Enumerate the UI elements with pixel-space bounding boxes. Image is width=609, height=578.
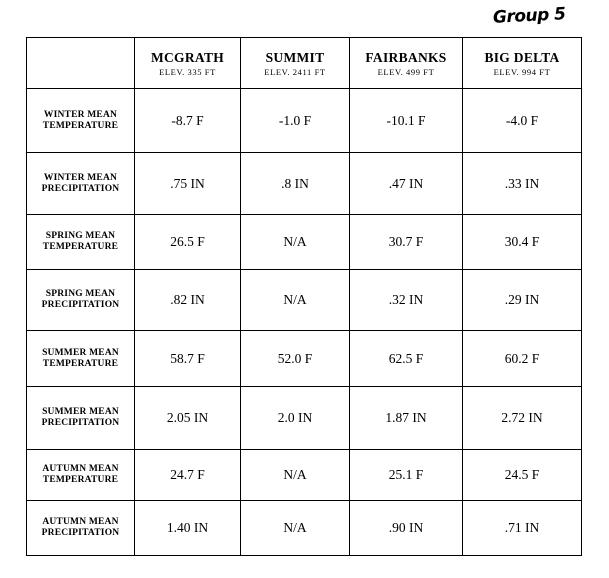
table-cell: -1.0 F: [241, 89, 350, 153]
table-cell: .29 IN: [463, 270, 582, 331]
station-name: SUMMIT: [265, 49, 325, 65]
row-label-line: PRECIPITATION: [41, 528, 120, 538]
row-label-line: SPRING MEAN: [45, 289, 116, 299]
table-cell: 25.1 F: [350, 450, 463, 501]
table-cell: .90 IN: [350, 501, 463, 556]
table-row: [27, 450, 582, 501]
table-row: [27, 270, 582, 331]
row-label-line: TEMPERATURE: [42, 120, 119, 131]
station-elevation: ELEV. 335 FT: [159, 66, 216, 77]
table-cell: 24.5 F: [463, 450, 582, 501]
row-label-line: AUTUMN MEAN: [42, 517, 119, 527]
row-label: [27, 450, 135, 501]
row-label-line: WINTER MEAN: [43, 109, 118, 120]
station-name: MCGRATH: [150, 49, 225, 65]
row-label-line: AUTUMN MEAN: [42, 464, 119, 474]
table-cell: 2.72 IN: [463, 387, 582, 450]
table-cell: -8.7 F: [135, 89, 241, 153]
row-label-line: TEMPERATURE: [42, 242, 119, 252]
station-header-fairbanks: [350, 38, 463, 89]
table-cell: N/A: [241, 501, 350, 556]
table-row: [27, 501, 582, 556]
table-cell: .47 IN: [350, 153, 463, 215]
table-cell: .82 IN: [135, 270, 241, 331]
table-row: [27, 215, 582, 270]
table-cell: 26.5 F: [135, 215, 241, 270]
table-cell: .75 IN: [135, 153, 241, 215]
table-cell: 60.2 F: [463, 331, 582, 387]
table-cell: N/A: [241, 270, 350, 331]
table-cell: 1.87 IN: [350, 387, 463, 450]
row-label-line: PRECIPITATION: [41, 418, 120, 428]
row-label-line: PRECIPITATION: [41, 300, 120, 310]
table-cell: 30.4 F: [463, 215, 582, 270]
table-cell: 2.05 IN: [135, 387, 241, 450]
table-cell: 1.40 IN: [135, 501, 241, 556]
group-label: Group 5: [492, 4, 567, 28]
station-header-summit: [241, 38, 350, 89]
corner-cell: [27, 38, 135, 89]
row-label-line: PRECIPITATION: [41, 183, 120, 194]
header-row: [27, 38, 582, 89]
table-cell: .33 IN: [463, 153, 582, 215]
station-name: BIG DELTA: [484, 49, 560, 65]
row-label-line: TEMPERATURE: [42, 358, 119, 369]
table-row: [27, 89, 582, 153]
row-label-line: SUMMER MEAN: [42, 407, 119, 417]
table-row: [27, 387, 582, 450]
row-label: [27, 270, 135, 331]
table-row: [27, 153, 582, 215]
station-header-mcgrath: [135, 38, 241, 89]
table-cell: 30.7 F: [350, 215, 463, 270]
row-label: [27, 89, 135, 153]
station-elevation: ELEV. 499 FT: [377, 66, 435, 77]
table-cell: .71 IN: [463, 501, 582, 556]
table-cell: 58.7 F: [135, 331, 241, 387]
table-cell: -10.1 F: [350, 89, 463, 153]
table-cell: 52.0 F: [241, 331, 350, 387]
row-label-line: TEMPERATURE: [42, 475, 119, 485]
row-label: [27, 331, 135, 387]
table-cell: N/A: [241, 450, 350, 501]
station-elevation: ELEV. 994 FT: [493, 66, 551, 77]
row-label-line: WINTER MEAN: [43, 172, 118, 183]
table-cell: 24.7 F: [135, 450, 241, 501]
table-cell: N/A: [241, 215, 350, 270]
station-header-big-delta: [463, 38, 582, 89]
table-cell: .8 IN: [241, 153, 350, 215]
table-cell: .32 IN: [350, 270, 463, 331]
climate-table: [26, 37, 582, 556]
table-cell: -4.0 F: [463, 89, 582, 153]
table-cell: 62.5 F: [350, 331, 463, 387]
station-name: FAIRBANKS: [365, 49, 447, 65]
row-label: [27, 215, 135, 270]
row-label: [27, 387, 135, 450]
station-elevation: ELEV. 2411 FT: [264, 66, 326, 77]
row-label: [27, 153, 135, 215]
table-cell: 2.0 IN: [241, 387, 350, 450]
row-label-line: SUMMER MEAN: [42, 347, 119, 358]
row-label-line: SPRING MEAN: [45, 231, 116, 241]
table-row: [27, 331, 582, 387]
row-label: [27, 501, 135, 556]
